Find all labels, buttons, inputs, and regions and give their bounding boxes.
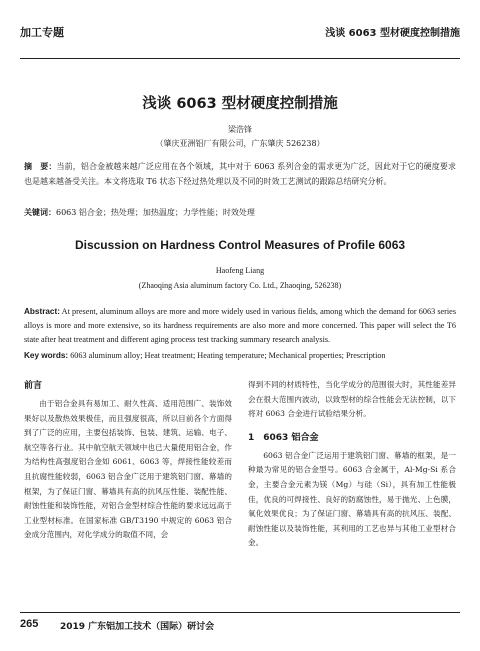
paper-affiliation: （肇庆亚洲铝厂有限公司，广东肇庆 526238） [155,139,325,148]
page-header [20,18,460,59]
intro-paragraph: 由于铝合金具有易加工、耐久性高、适用范围广、装饰效果好以及散热效果极佳，而且强度很高，所以目前各个方面得到了广泛的应用，主要包括装饰、包装、建筑、运输、电子、航空等各行业。其中航空航天领域中也已大量使用铝合金，作为结构性高强度铝合金如 6061、6063 等，焊接性能较差而且抗腐性能较弱，6063 铝合金广泛用于建筑铝门窗、幕墙的框架，为了保证门窗、幕墙具有高的抗风压性能、装配性能、耐蚀性能和装饰性能，对铝合金型材综合性能的要求远远高于工业型材标准。在国家标准 GB/T3190 中规定的 6063 铝合金成分范围内，对化学成分的取值不同，会 [24,399,232,540]
abstract-en-label: Abstract: [24,307,60,316]
abstract-en [24,305,456,347]
body-column-left [24,378,232,543]
paper-author-en: Haofeng Liang [215,266,265,275]
keywords-en [24,349,456,363]
header-running-title: 浅谈 6063 型材硬度控制措施 [325,28,460,39]
header-section-label: 加工专题 [20,26,64,39]
section1-paragraph: 6063 铝合金广泛运用于建筑铝门窗、幕墙的框架，是一种最为常见的铝合金型号。6063 合金属于，Al-Mg-Si 系合金，主要合金元素为镁（Mg）与硅（Si），具有加工性能极佳，优良的可焊接性、良好的防腐蚀性，易于抛光、上色膜，氧化效果优良；为了保证门窗、幕墙具有高的抗风压、装配、耐蚀性能以及装饰性能，其利用的工艺也异与其他工业型材合金。 [248,450,456,548]
page-number: 265 [20,618,39,630]
paper-author: 梁浩锋 [228,125,252,134]
abstract-cn [24,160,456,189]
body-column-right [248,378,456,551]
keywords-cn [24,206,456,220]
abstract-cn-label: 摘 要： [24,162,57,171]
section1-heading: 1 6063 铝合金 [248,432,319,443]
intro-heading: 前言 [24,381,43,391]
keywords-en-text: 6063 aluminum alloy; Heat treatment; Heating temperature; Mechanical properties; Prescription [68,351,386,360]
intro-paragraph-continued: 得到不同的材质特性，当化学成分的范围很大时，其性能差异会在很大范围内波动，以致型材的综合性能会无法控制，以下将对 6063 合金进行试验结果分析。 [248,380,456,419]
paper-title: 浅谈 6063 型材硬度控制措施 [142,96,338,112]
paper-affiliation-en: (Zhaoqing Asia aluminum factory Co. Ltd., Zhaoqing, 526238) [138,281,342,290]
keywords-cn-text: 6063 铝合金；热处理；加热温度；力学性能；时效处理 [56,208,255,217]
keywords-en-label: Key words: [24,351,69,360]
paper-title-en: Discussion on Hardness Control Measures of Profile 6063 [74,238,406,252]
journal-name: 2019 广东铝加工技术（国际）研讨会 [60,622,215,632]
abstract-cn-text: 当前，铝合金被越来越广泛应用在各个领域，其中对于 6063 系列合金的需求更为广泛，因此对于它的硬度要求也是越来越备受关注。本文将选取 T6 状态下经过热处理以及不同的时效工艺测试的跟踪总结研究分析。 [24,162,456,186]
keywords-cn-label: 关键词： [24,208,56,217]
page-footer [20,612,460,632]
abstract-en-text: At present, aluminum alloys are more and more widely used in various fields, among which the demand for 6063 series alloys is more and more extensive, so its hardness requirements are also more and more concerned. This paper will select the T6 state after heat treatment and different aging process test tracking summary research analysis. [24,307,456,344]
